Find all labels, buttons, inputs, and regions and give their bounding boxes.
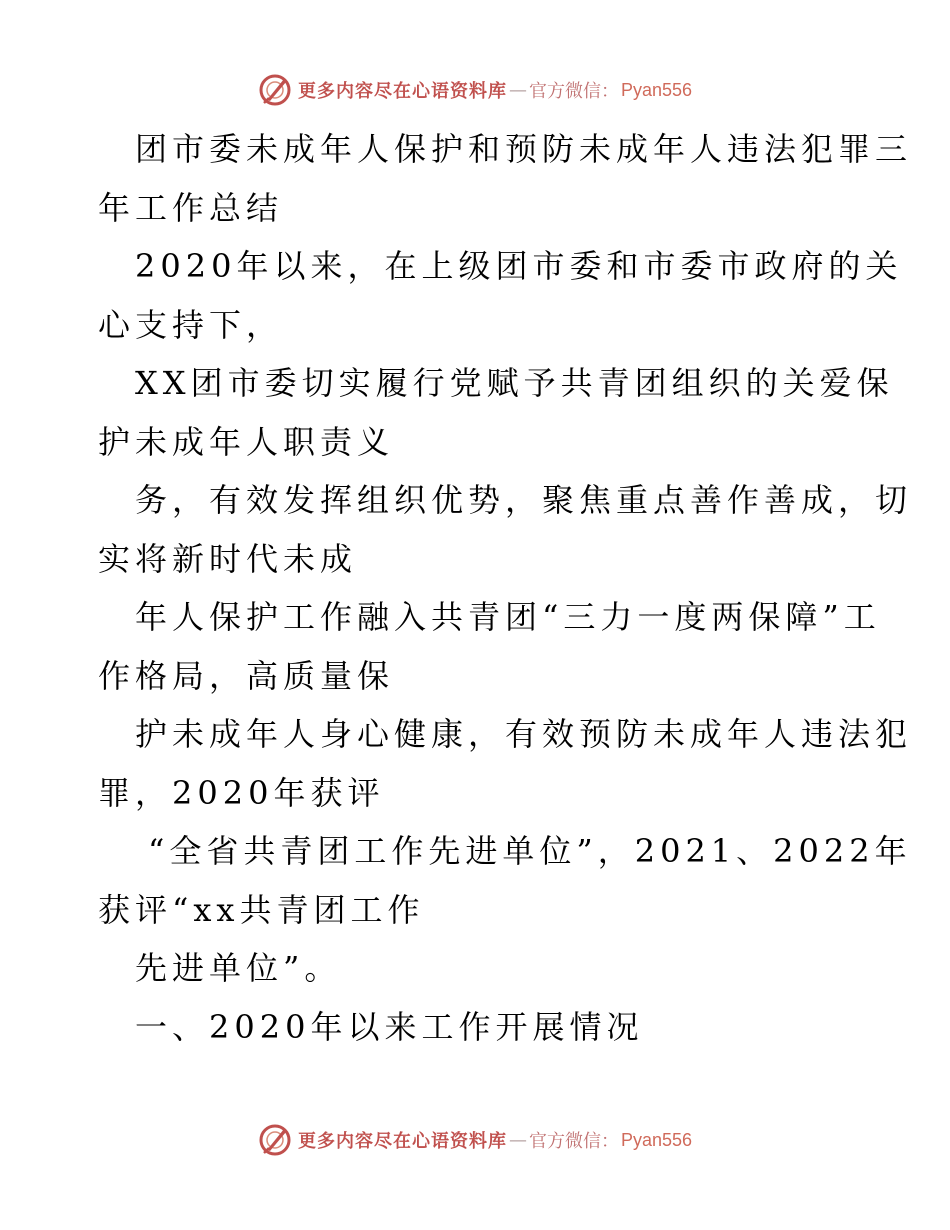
footer-watermark: [0, 1120, 950, 1160]
paragraph-line: 年人保护工作融入共青团“三力一度两保障”工: [135, 598, 881, 636]
paragraph-line: 护未成年人身心健康，有效预防未成年人违法犯: [135, 715, 913, 753]
paragraph-line: 2020年以来，在上级团市委和市委市政府的关: [135, 247, 903, 285]
paragraph-line: 获评“xx共青团工作: [98, 890, 425, 929]
quill-logo-icon: [258, 73, 292, 107]
watermark-text: 更多内容尽在心语资料库: [297, 81, 507, 102]
paragraph-line: 心支持下，: [98, 305, 284, 344]
watermark-sub: 官方微信：: [528, 81, 619, 102]
watermark-dash: —: [508, 79, 527, 101]
watermark-id: Pyan556: [620, 1129, 693, 1150]
header-watermark: [0, 70, 950, 110]
watermark-dash: —: [508, 1129, 527, 1151]
quill-logo-icon: [258, 1123, 292, 1157]
section-heading: 一、2020年以来工作开展情况: [135, 1007, 644, 1046]
paragraph-line: 务，有效发挥组织优势，聚焦重点善作善成，切: [135, 481, 913, 519]
watermark-id: Pyan556: [620, 79, 693, 100]
watermark-sub: 官方微信：: [528, 1131, 619, 1152]
paragraph-line: 作格局，高质量保: [98, 656, 395, 695]
paragraph-line: XX团市委切实履行党赋予共青团组织的关爱保: [135, 364, 894, 402]
title-line-1: 团市委未成年人保护和预防未成年人违法犯罪三: [135, 130, 913, 168]
paragraph-line: 先进单位”。: [135, 949, 342, 987]
title-line-2: 年工作总结: [98, 188, 284, 227]
paragraph-line: 罪，2020年获评: [98, 773, 385, 812]
paragraph-line: “全省共青团工作先进单位”，2021、2022年: [148, 832, 912, 870]
paragraph-line: 实将新时代未成: [98, 539, 358, 578]
document-body: [98, 120, 913, 1056]
watermark-text: 更多内容尽在心语资料库: [297, 1131, 507, 1152]
paragraph-line: 护未成年人职责义: [98, 422, 395, 461]
